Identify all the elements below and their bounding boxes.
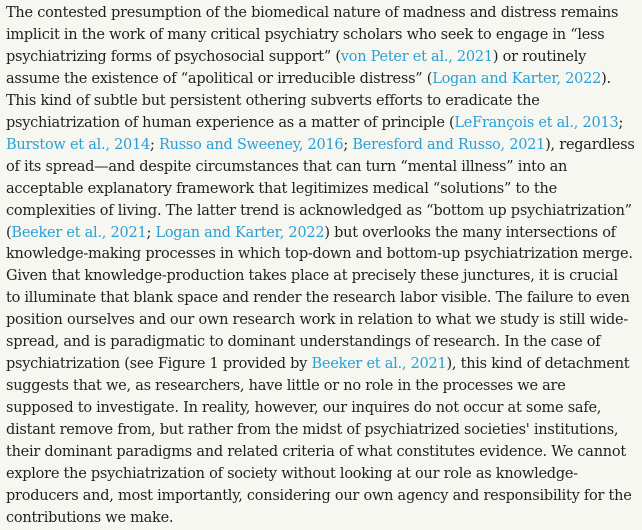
citation-von-peter-2021[interactable]: von Peter et al., 2021 bbox=[340, 48, 493, 65]
text-segment: ), this kind of detachment suggests that we, as researchers, have little or no role in the processes we are supposed to investigate. In reality, however, our inquires do not occur at some safe, distant remove from, but rather from the midst of psychiatrized societies' institutions, their dominant paradigms and related criteria of what constitutes evidence. We cannot explore the psychiatrization of society without looking at our role as knowledge-producers and, most importantly, considering our own agency and responsibility for the contributions we make. bbox=[6, 356, 632, 526]
citation-beresford-russo-2021[interactable]: Beresford and Russo, 2021 bbox=[352, 136, 546, 153]
citation-separator: ; bbox=[146, 224, 156, 241]
citation-separator: ; bbox=[618, 114, 624, 131]
citation-separator: ; bbox=[343, 136, 353, 153]
citation-lefrancois-2013[interactable]: LeFrançois et al., 2013 bbox=[454, 114, 619, 131]
citation-logan-karter-2022[interactable]: Logan and Karter, 2022 bbox=[432, 70, 602, 87]
text-segment: ) but overlooks the many intersections of knowledge-making processes in which top-down and bottom-up psychiatrization merge. Given that knowledge-production takes place at precisely these junctures, it is crucial to illuminate that blank space and render the research labor visible. The failure to even position ourselves and our own research work in relation to what we study is still wide-spread, and is paradigmatic to dominant understandings of research. In the case of psychiatrization (see Figure 1 provided by bbox=[6, 224, 633, 373]
citation-logan-karter-2022-second[interactable]: Logan and Karter, 2022 bbox=[155, 224, 325, 241]
citation-russo-sweeney-2016[interactable]: Russo and Sweeney, 2016 bbox=[158, 136, 344, 153]
citation-separator: ; bbox=[149, 136, 159, 153]
text-segment: ) or routinely assume the existence of “apolitical or irreducible distress” ( bbox=[6, 48, 587, 87]
citation-burstow-2014[interactable]: Burstow et al., 2014 bbox=[6, 136, 150, 153]
citation-beeker-2021[interactable]: Beeker et al., 2021 bbox=[11, 224, 147, 241]
text-segment: ). This kind of subtle but persistent othering subverts efforts to eradicate the psychiatrization of human experience as a matter of principle ( bbox=[6, 70, 611, 131]
citation-beeker-2021-second[interactable]: Beeker et al., 2021 bbox=[311, 356, 447, 373]
text-segment: The contested presumption of the biomedical nature of madness and distress remains implicit in the work of many critical psychiatry scholars who seek to engage in “less psychiatrizing forms of psychosocial support” ( bbox=[6, 5, 619, 65]
text-segment: ), regardless of its spread—and despite circumstances that can turn “mental illness” into an acceptable explanatory framework that legitimizes medical “solutions” to the complexities of living. The latter trend is acknowledged as “bottom up psychiatrization” ( bbox=[6, 136, 635, 241]
